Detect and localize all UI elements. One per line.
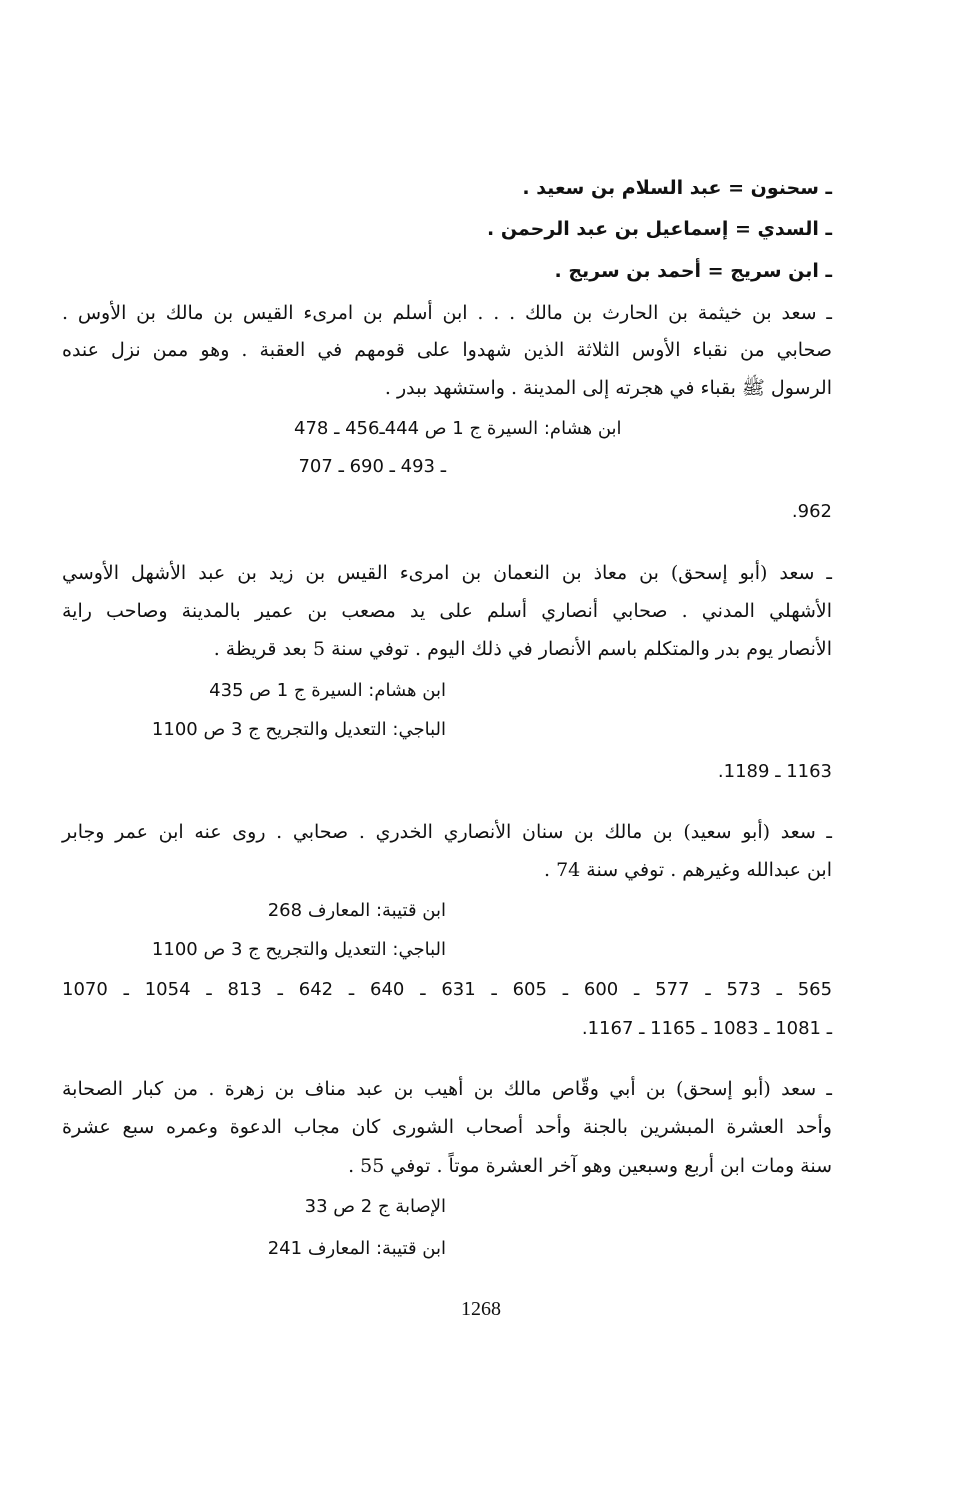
- entry-saad-khaythama-line1: ـ سعد بن خيثمة بن الحارث بن مالك . . . ابن أسلم بن امرىء القيس بن مالك بن الأوس .: [62, 302, 832, 324]
- cross-ref-sahnun: ـ سحنون = عبد السلام بن سعيد .: [522, 177, 832, 199]
- reference-ibn-qutayba-2: ابن قتيبة: المعارف 241: [267, 1238, 446, 1259]
- reference-isaba: الإصابة ج 2 ص 33: [304, 1196, 446, 1217]
- reference-ibn-qutayba: ابن قتيبة: المعارف 268: [267, 900, 446, 921]
- reference-baji-pages: 1163 ـ 1189.: [717, 761, 832, 782]
- reference-baji-2-pages-cont: ـ 1081 ـ 1083 ـ 1165 ـ 1167.: [581, 1018, 832, 1039]
- reference-baji-2: الباجي: التعديل والتجريح ج 3 ص 1100: [151, 939, 446, 960]
- reference-ibn-hisham-text: ابن هشام: السيرة ج 1 ص 444ـ456 ـ 478: [294, 418, 622, 439]
- entry-saad-khudri-line2: ابن عبدالله وغيرهم . توفي سنة 74 .: [543, 859, 832, 881]
- cross-ref-suddi: ـ السدي = إسماعيل بن عبد الرحمن .: [486, 218, 832, 240]
- entry-saad-waqqas-line3: سنة ومات ابن أربع وسبعين وهو آخر العشرة موتاً . توفي 55 .: [348, 1155, 832, 1177]
- entry-saad-khaythama-line2: صحابي من نقباء الأوس الثلاثة الذين شهدوا على قومهم في العقبة . وهو ممن نزل عنده: [62, 339, 832, 361]
- entry-saad-waqqas-line1: ـ سعد (أبو إسحق) بن أبي وقّاص مالك بن أهيب بن عبد مناف بن زهرة . من كبار الصحابة: [62, 1078, 832, 1100]
- page-number: 1268: [461, 1298, 501, 1320]
- entry-saad-muadh-line2: الأشهلي المدني . صحابي أنصاري أسلم على يد مصعب بن عمير بالمدينة وصاحب راية: [62, 600, 832, 622]
- reference-pages-end: .962: [791, 501, 832, 522]
- entry-saad-muadh-line1: ـ سعد (أبو إسحق) بن معاذ بن النعمان بن امرىء القيس بن زيد بن عبد الأشهل الأوسي: [62, 562, 832, 584]
- reference-baji: الباجي: التعديل والتجريح ج 3 ص 1100: [151, 719, 446, 740]
- entry-saad-muadh-line3: الأنصار يوم بدر والمتكلم باسم الأنصار في ذلك اليوم . توفي سنة 5 بعد قريظة .: [213, 638, 832, 660]
- entry-saad-khaythama-line3: الرسول ﷺ بقباء في هجرته إلى المدينة . واستشهد ببدر .: [384, 377, 832, 399]
- cross-ref-ibn-surayj: ـ ابن سريج = أحمد بن سريج .: [554, 260, 832, 282]
- reference-baji-2-pages: 565 ـ 573 ـ 577 ـ 600 ـ 605 ـ 631 ـ 640 ـ 642 ـ 813 ـ 1054 ـ 1070: [62, 979, 833, 1000]
- reference-ibn-hisham-2: ابن هشام: السيرة ج 1 ص 435: [209, 680, 446, 701]
- entry-saad-waqqas-line2: وأحد العشرة المبشرين بالجنة وأحد أصحاب الشورى كان مجاب الدعوة وعمره سبع عشرة: [62, 1116, 832, 1138]
- reference-pages-cont: ـ 493 ـ 690 ـ 707: [298, 456, 446, 477]
- entry-saad-khudri-line1: ـ سعد (أبو سعيد) بن مالك بن سنان الأنصاري الخدري . صحابي . روى عنه ابن عمر وجابر: [62, 821, 832, 843]
- reference-ibn-hisham: [62, 414, 832, 444]
